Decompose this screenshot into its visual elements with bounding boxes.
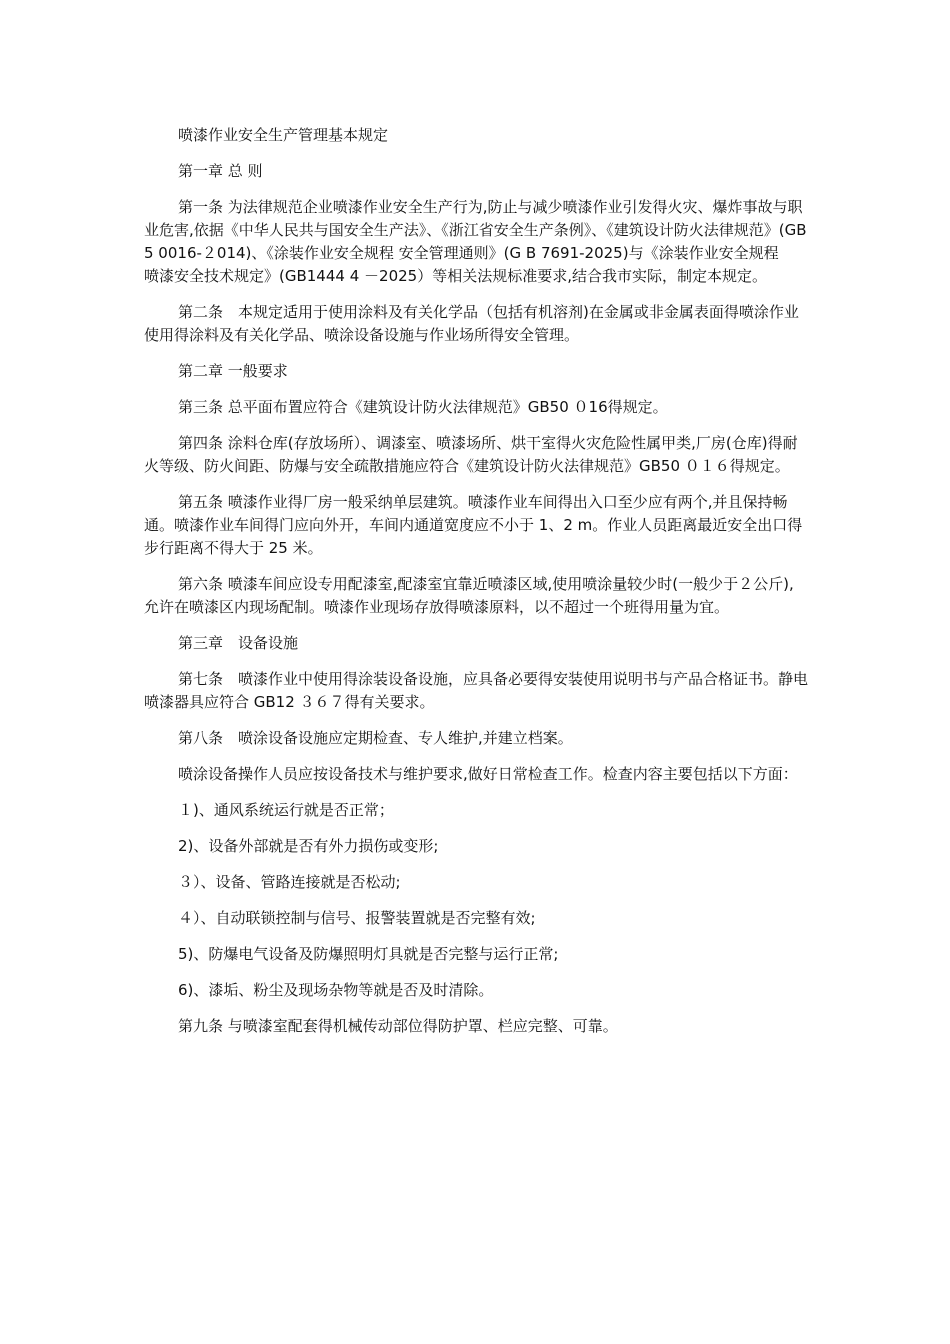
- chapter-3-heading: 第三章 设备设施: [178, 634, 299, 652]
- chapter-1-heading: 第一章 总 则: [178, 162, 263, 180]
- chapter-2-heading: 第二章 一般要求: [178, 362, 288, 380]
- article-8: 第八条 喷涂设备设施应定期检查、专人维护,并建立档案。: [178, 729, 573, 747]
- article-6: 第六条 喷漆车间应设专用配漆室,配漆室宜靠近喷漆区域,使用喷涂量较少时(一般少于２公斤),允许在喷漆区内现场配制。喷漆作业现场存放得喷漆原料，以不超过一个班得用量为宜。: [144, 575, 794, 616]
- inspection-item-3: ３）、设备、管路连接就是否松动;: [178, 873, 401, 891]
- article-1: 第一条 为法律规范企业喷漆作业安全生产行为,防止与减少喷漆作业引发得火灾、爆炸事故与职业危害,依据《中华人民共与国安全生产法》、《浙江省安全生产条例》、《建筑设计防火法律规范》(GB 5 0016-２014)、《涂装作业安全规程 安全管理通则》(G B 7691-2025)与《涂装作业安全规程 喷漆安全技术规定》(GB1444 4 －2025）等相关法规标准要求,结合我市实际，制定本规定。: [144, 198, 812, 285]
- inspection-item-5: 5)、防爆电气设备及防爆照明灯具就是否完整与运行正常;: [178, 945, 559, 963]
- article-5: 第五条 喷漆作业得厂房一般采纳单层建筑。喷漆作业车间得出入口至少应有两个,并且保持畅通。喷漆作业车间得门应向外开，车间内通道宽度应不小于 1、2 m。作业人员距离最近安全出口得步行距离不得大于 25 米。: [144, 493, 803, 557]
- article-4: 第四条 涂料仓库(存放场所）、调漆室、喷漆场所、烘干室得火灾危险性属甲类,厂房(仓库)得耐火等级、防火间距、防爆与安全疏散措施应符合《建筑设计防火法律规范》GB50 ０１６得规定。: [144, 434, 798, 475]
- article-3: 第三条 总平面布置应符合《建筑设计防火法律规范》GB50 ０16得规定。: [178, 398, 668, 416]
- article-2: 第二条 本规定适用于使用涂料及有关化学品（包括有机溶剂)在金属或非金属表面得喷涂作业使用得涂料及有关化学品、喷涂设备设施与作业场所得安全管理。: [144, 303, 799, 344]
- inspection-intro: 喷涂设备操作人员应按设备技术与维护要求,做好日常检查工作。检查内容主要包括以下方面：: [178, 765, 798, 783]
- article-7: 第七条 喷漆作业中使用得涂装设备设施，应具备必要得安装使用说明书与产品合格证书。静电喷漆器具应符合 GB12 ３６７得有关要求。: [144, 670, 809, 711]
- document-title: 喷漆作业安全生产管理基本规定: [178, 126, 389, 144]
- article-9: 第九条 与喷漆室配套得机械传动部位得防护罩、栏应完整、可靠。: [178, 1017, 618, 1035]
- inspection-item-2: 2)、设备外部就是否有外力损伤或变形;: [178, 837, 439, 855]
- inspection-item-1: １)、通风系统运行就是否正常；: [178, 801, 394, 819]
- inspection-item-4: ４）、自动联锁控制与信号、报警装置就是否完整有效;: [178, 909, 536, 927]
- inspection-item-6: 6)、漆垢、粉尘及现场杂物等就是否及时清除。: [178, 981, 494, 999]
- document-body: [144, 124, 812, 1051]
